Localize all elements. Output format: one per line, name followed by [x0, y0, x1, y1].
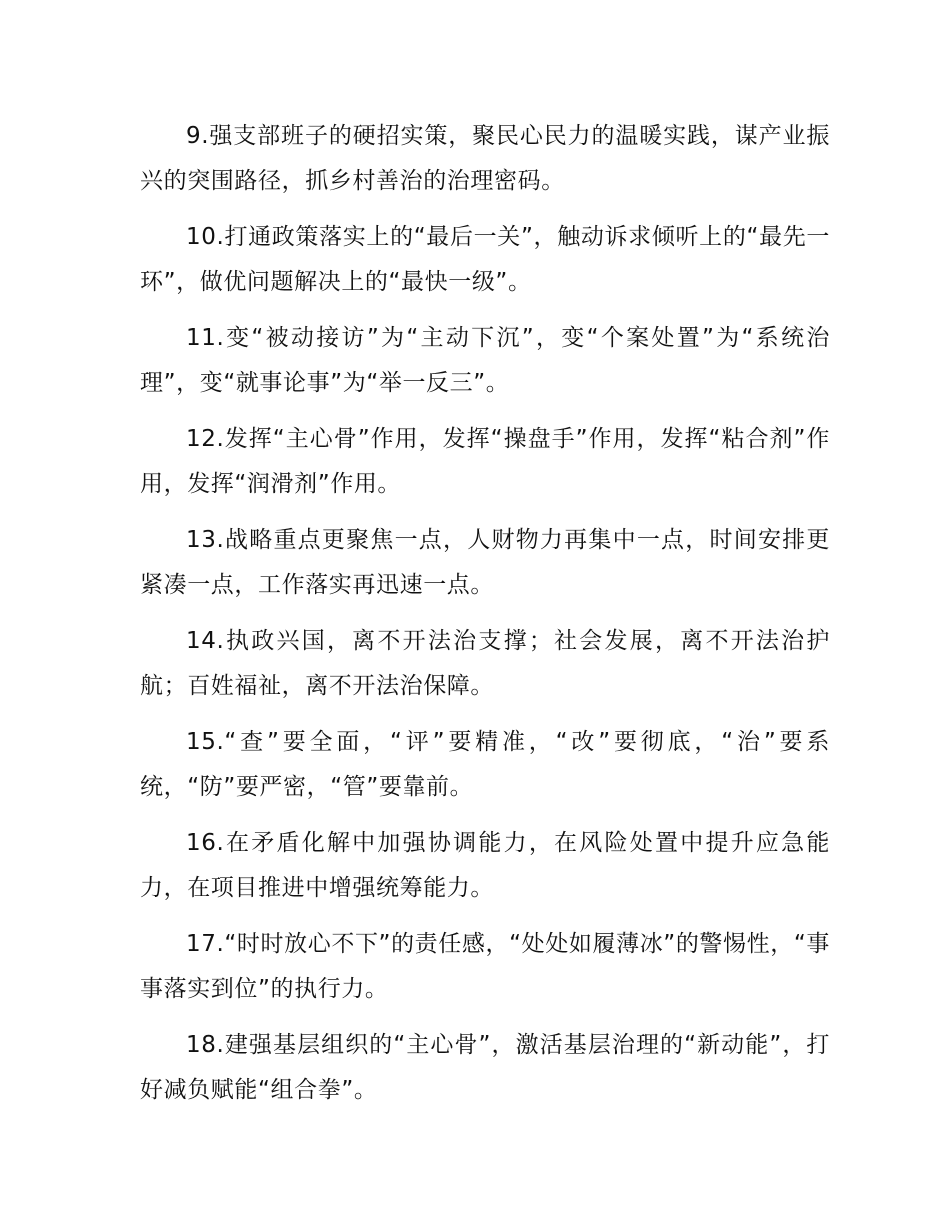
paragraph-14: 14.执政兴国，离不开法治支撑；社会发展，离不开法治护航；百姓福祉，离不开法治保障。 — [140, 628, 830, 699]
paragraph-15: 15.“查”要全面，“评”要精准，“改”要彻底，“治”要系统，“防”要严密，“管”要靠前。 — [140, 729, 830, 800]
paragraph-9: 9.强支部班子的硬招实策，聚民心民力的温暖实践，谋产业振兴的突围路径，抓乡村善治的治理密码。 — [140, 123, 830, 194]
paragraph-16: 16.在矛盾化解中加强协调能力，在风险处置中提升应急能力，在项目推进中增强统筹能力。 — [140, 830, 830, 901]
paragraph-11: 11.变“被动接访”为“主动下沉”，变“个案处置”为“系统治理”，变“就事论事”为“举一反三”。 — [140, 325, 830, 396]
paragraph-17: 17.“时时放心不下”的责任感，“处处如履薄冰”的警惕性，“事事落实到位”的执行力。 — [140, 931, 830, 1002]
paragraph-10: 10.打通政策落实上的“最后一关”，触动诉求倾听上的“最先一环”，做优问题解决上的“最快一级”。 — [140, 224, 830, 295]
paragraph-13: 13.战略重点更聚焦一点，人财物力再集中一点，时间安排更紧凑一点，工作落实再迅速一点。 — [140, 527, 830, 598]
document-body — [140, 114, 830, 1124]
paragraph-12: 12.发挥“主心骨”作用，发挥“操盘手”作用，发挥“粘合剂”作用，发挥“润滑剂”作用。 — [140, 426, 830, 497]
paragraph-18: 18.建强基层组织的“主心骨”，激活基层治理的“新动能”，打好减负赋能“组合拳”。 — [140, 1032, 830, 1103]
